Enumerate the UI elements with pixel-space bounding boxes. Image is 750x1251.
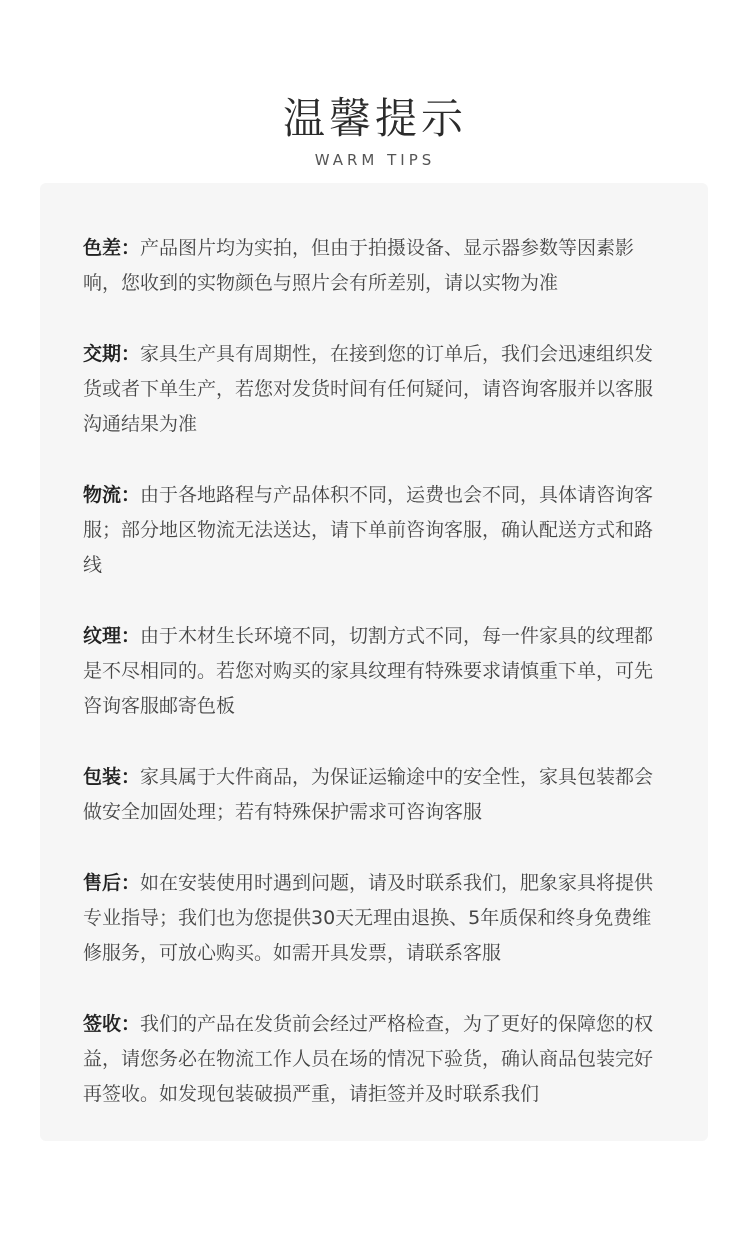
tip-text: 由于木材生长环境不同，切割方式不同，每一件家具的纹理都是不尽相同的。若您对购买的家具纹理有特殊要求请慎重下单，可先咨询客服邮寄色板: [83, 625, 654, 717]
tip-sign-for: [83, 1007, 668, 1112]
tip-label: 物流：: [83, 484, 141, 506]
tip-label: 包装：: [83, 766, 141, 788]
page-header: [0, 92, 750, 170]
tip-text: 家具生产具有周期性，在接到您的订单后，我们会迅速组织发货或者下单生产，若您对发货时间有任何疑问，请咨询客服并以客服沟通结果为准: [83, 343, 654, 435]
tip-text: 我们的产品在发货前会经过严格检查，为了更好的保障您的权益，请您务必在物流工作人员在场的情况下验货，确认商品包装完好再签收。如发现包装破损严重，请拒签并及时联系我们: [83, 1013, 654, 1105]
tip-label: 签收：: [83, 1013, 141, 1035]
tip-color-difference: [83, 231, 668, 301]
tip-text: 家具属于大件商品，为保证运输途中的安全性，家具包装都会做安全加固处理；若有特殊保护需求可咨询客服: [83, 766, 654, 823]
page-title: 温馨提示: [282, 94, 467, 143]
tip-text: 由于各地路程与产品体积不同，运费也会不同，具体请咨询客服；部分地区物流无法送达，请下单前咨询客服，确认配送方式和路线: [83, 484, 654, 576]
tip-text: 产品图片均为实拍，但由于拍摄设备、显示器参数等因素影响，您收到的实物颜色与照片会有所差别，请以实物为准: [83, 237, 635, 294]
tip-packaging: [83, 760, 668, 830]
tip-wood-grain: [83, 619, 668, 724]
tip-label: 色差：: [83, 237, 141, 259]
tip-delivery-time: [83, 337, 668, 442]
tip-logistics: [83, 478, 668, 583]
tips-card: [40, 183, 708, 1141]
tip-label: 纹理：: [83, 625, 141, 647]
tip-after-sales: [83, 866, 668, 971]
tip-label: 售后：: [83, 872, 141, 894]
page-subtitle: WARM TIPS: [314, 151, 436, 169]
tip-label: 交期：: [83, 343, 141, 365]
tip-text: 如在安装使用时遇到问题，请及时联系我们，肥象家具将提供专业指导；我们也为您提供30天无理由退换、5年质保和终身免费维修服务，可放心购买。如需开具发票，请联系客服: [83, 872, 654, 964]
